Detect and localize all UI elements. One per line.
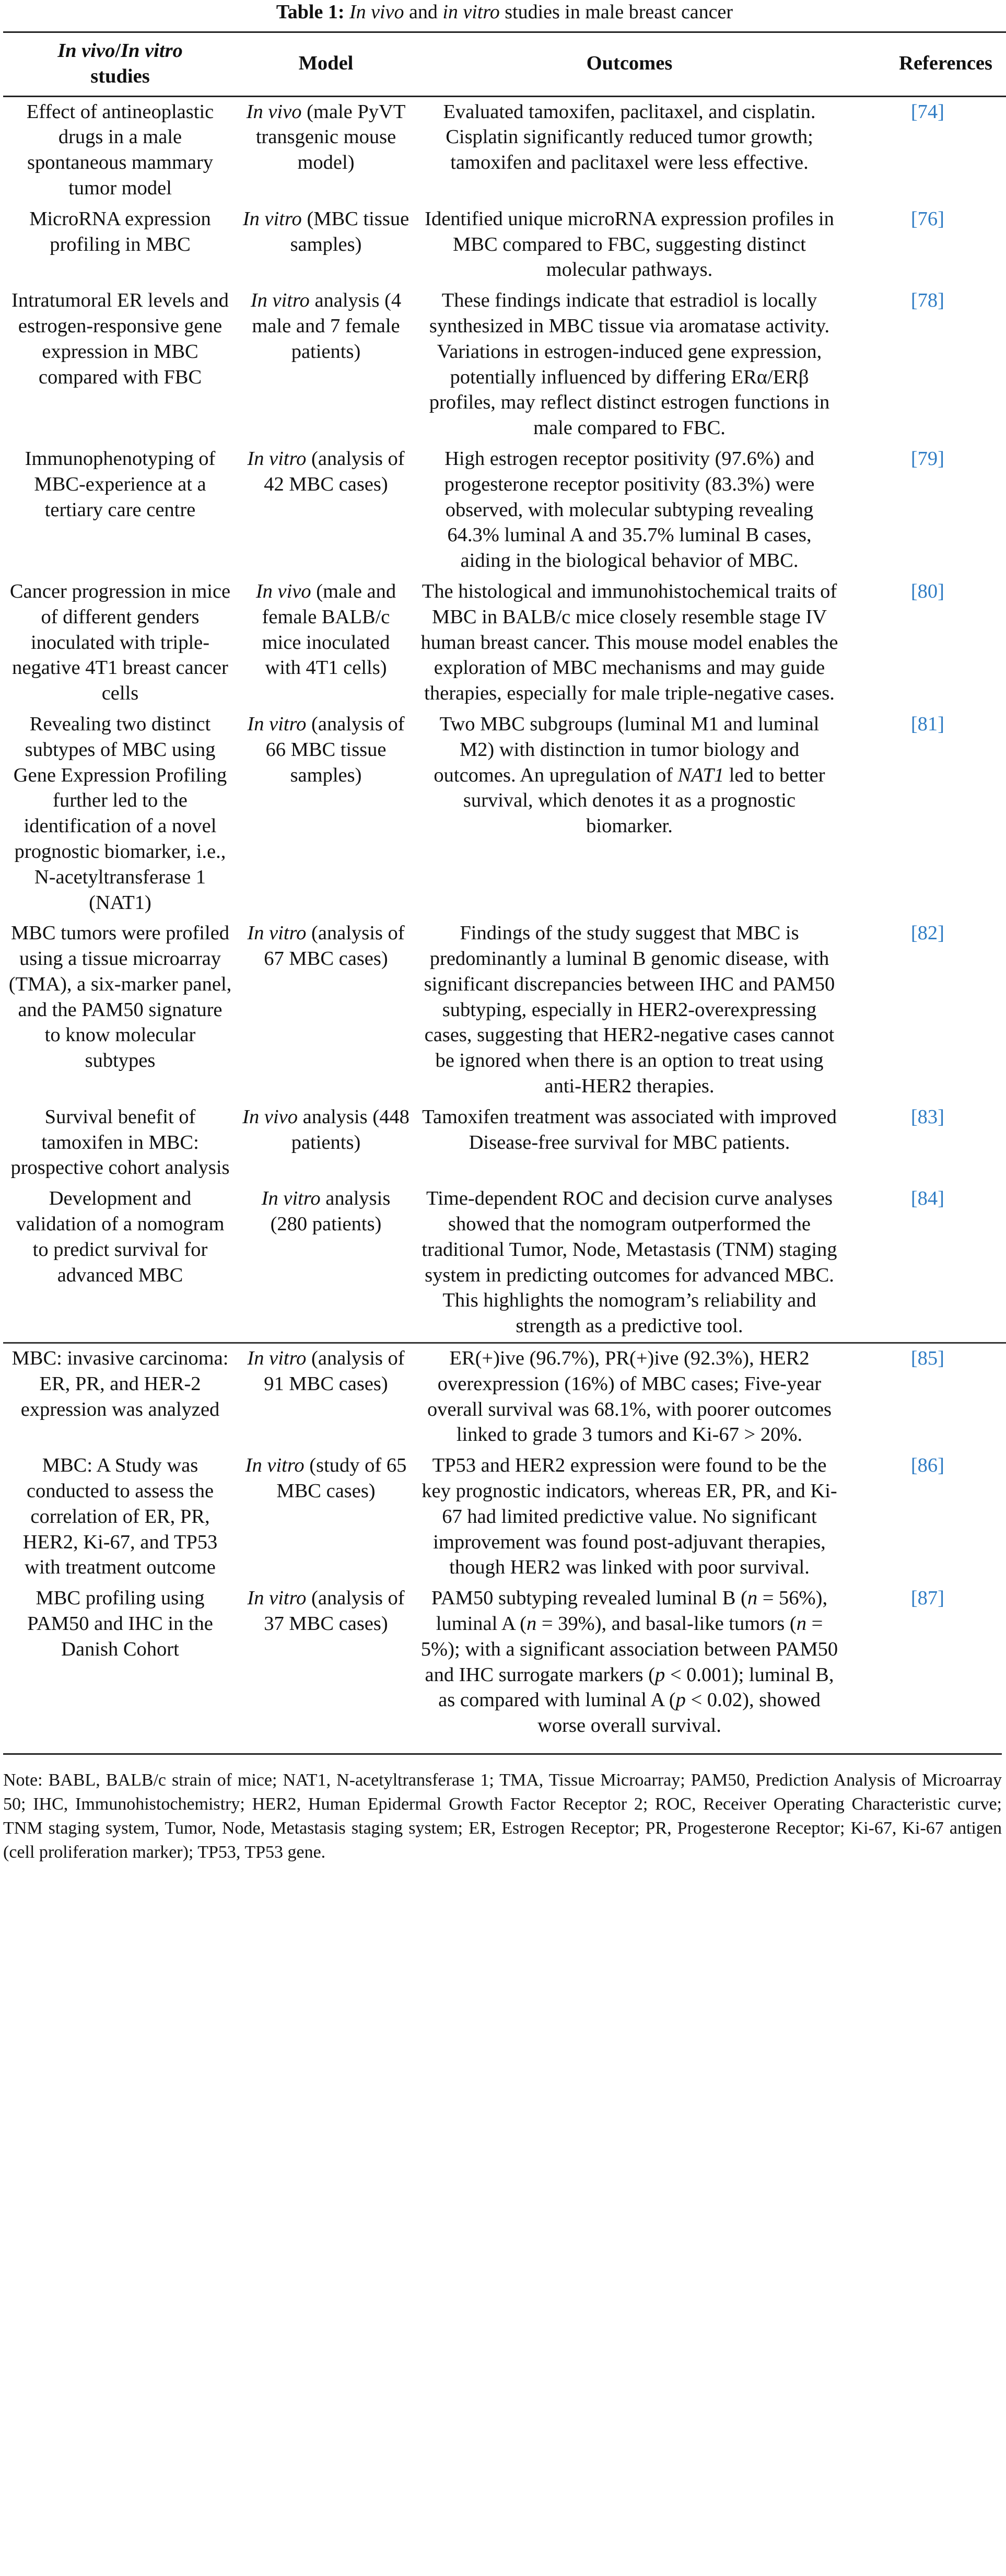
reference-link[interactable]: [85] [844,1343,1006,1451]
study-cell: Intratumoral ER levels and estrogen-responsive gene expression in MBC compared with FBC [11,289,229,388]
outcome-cell: Two MBC subgroups (luminal M1 and luminal M2) with distinction in tumor biology and outcomes. An upregulation of NAT1 led to better survival, which denotes it as a prognostic biomarker. [434,713,825,837]
table-row [3,444,1006,577]
outcome-cell: The histological and immunohistochemical traits of MBC in BALB/c mice closely resemble stage IV human breast cancer. This mouse model enables the exploration of MBC mechanisms and may guide therapies, especially for male triple-negative cases. [420,580,838,705]
table-header-row [3,32,1006,97]
table-row [3,1184,1006,1343]
model-cell: In vitro (analysis of 42 MBC cases) [247,447,405,495]
outcome-cell: ER(+)ive (96.7%), PR(+)ive (92.3%), HER2 overexpression (16%) of MBC cases; Five-year overall survival was 68.1%, with poorer outcomes linked to grade 3 tumors and Ki-67 > 20%. [415,1343,844,1451]
outcome-cell: TP53 and HER2 expression were found to be the key prognostic indicators, whereas ER, PR, and Ki-67 had limited predictive value. No significant improvement was found post-adjuvant therapies, though HER2 was linked with poor survival. [422,1454,837,1579]
study-cell: Cancer progression in mice of different genders inoculated with triple-negative 4T1 breast cancer cells [9,580,231,705]
study-cell: Revealing two distinct subtypes of MBC using Gene Expression Profiling further led to the identification of a novel prognostic biomarker, i.e., N-acetyltransferase 1 (NAT1) [13,713,227,914]
model-cell: In vivo analysis (448 patients) [242,1105,410,1153]
table-row [3,1583,1006,1742]
study-cell: Development and validation of a nomogram to predict survival for advanced MBC [16,1187,225,1286]
model-cell: In vitro analysis (4 male and 7 female patients) [250,289,402,363]
header-outcomes: Outcomes [415,32,844,97]
reference-link[interactable]: [76] [910,207,944,230]
model-cell: In vitro (analysis of 37 MBC cases) [247,1587,405,1635]
reference-link[interactable]: [82] [910,922,944,945]
outcome-cell: Findings of the study suggest that MBC is predominantly a luminal B genomic disease, with significant discrepancies between IHC and PAM50 subtyping, especially in HER2-overexpressing cases, suggesting that HER2-negative cases cannot be ignored when there is an option to treat using anti-HER2 therapies. [424,922,835,1098]
reference-link[interactable]: [83] [910,1105,944,1128]
study-cell: MBC profiling using PAM50 and IHC in the Danish Cohort [27,1587,213,1660]
model-cell: In vitro (MBC tissue samples) [242,207,410,255]
outcome-cell: Tamoxifen treatment was associated with improved Disease-free survival for MBC patients. [422,1105,837,1153]
table-row [3,286,1006,444]
study-cell: MBC tumors were profiled using a tissue microarray (TMA), a six-marker panel, and the PAM50 signature to know molecular subtypes [8,922,232,1072]
outcome-cell: Time-dependent ROC and decision curve analyses showed that the nomogram outperformed the traditional Tumor, Node, Metastasis (TNM) staging system in predicting outcomes for advanced MBC. This highlights the nomogram’s reliability and strength as a predictive tool. [422,1187,837,1337]
model-cell: In vitro (analysis of 91 MBC cases) [237,1343,415,1451]
model-cell: In vitro analysis (280 patients) [261,1187,391,1235]
outcome-cell: High estrogen receptor positivity (97.6%) and progesterone receptor positivity (83.3%) were observed, with molecular subtyping revealing 64.3% luminal A and 35.7% luminal B cases, aiding in the biological behavior of MBC. [444,447,815,572]
model-cell: In vivo (male and female BALB/c mice inoculated with 4T1 cells) [255,580,396,679]
outcome-cell: Evaluated tamoxifen, paclitaxel, and cisplatin. Cisplatin significantly reduced tumor growth; tamoxifen and paclitaxel were less effective. [443,100,816,174]
reference-link[interactable]: [79] [910,447,944,470]
caption-label: Table 1: [276,1,345,23]
table-row [3,709,1006,918]
model-cell: In vitro (study of 65 MBC cases) [245,1454,407,1502]
study-cell: Effect of antineoplastic drugs in a male spontaneous mammary tumor model [26,100,214,199]
reference-link[interactable]: [81] [910,713,944,735]
caption-and: and [404,1,443,23]
table-row [3,1451,1006,1583]
header-model: Model [237,32,415,97]
table-row [3,96,1006,204]
table-row [3,918,1006,1102]
header-references: References [844,32,1006,97]
table-row [3,204,1006,286]
model-cell: In vivo (male PyVT transgenic mouse model) [246,100,406,174]
reference-link[interactable]: [78] [910,289,944,312]
outcome-cell: PAM50 subtyping revealed luminal B (n = 56%), luminal A (n = 39%), and basal-like tumors (n = 5%); with a significant association between PAM50 and IHC surrogate markers (p < 0.001); luminal B, as compared with luminal A (p < 0.02), showed worse overall survival. [420,1587,838,1737]
study-cell: MBC: invasive carcinoma: ER, PR, and HER-2 expression was analyzed [3,1343,237,1451]
table-caption [3,0,1006,27]
model-cell: In vitro (analysis of 66 MBC tissue samples) [247,713,405,786]
model-cell: In vitro (analysis of 67 MBC cases) [247,922,405,970]
reference-link[interactable]: [84] [910,1187,944,1210]
study-cell: MBC: A Study was conducted to assess the correlation of ER, PR, HER2, Ki-67, and TP53 with treatment outcome [22,1454,218,1579]
reference-link[interactable]: [80] [910,580,944,602]
study-cell: Immunophenotyping of MBC-experience at a tertiary care centre [25,447,216,521]
study-cell: Survival benefit of tamoxifen in MBC: prospective cohort analysis [10,1105,230,1179]
caption-in-vivo: In vivo [349,1,404,23]
study-cell: MicroRNA expression profiling in MBC [29,207,211,255]
reference-link[interactable]: [74] [910,100,944,123]
outcome-cell: Identified unique microRNA expression profiles in MBC compared to FBC, suggesting distinct molecular pathways. [425,207,834,281]
table-row [3,1343,1006,1451]
table-row [3,1102,1006,1184]
header-studies: In vivo/In vitro studies [3,32,237,97]
outcome-cell: These findings indicate that estradiol is locally synthesized in MBC tissue via aromatase activity. Variations in estrogen-induced gene expression, potentially influenced by differing ERα/ERβ profiles, may reflect distinct estrogen functions in male compared to FBC. [429,289,830,439]
reference-link[interactable]: [87] [910,1587,944,1610]
caption-in-vitro: in vitro [442,1,500,23]
studies-table [3,31,1006,1742]
caption-rest: studies in male breast cancer [499,1,733,23]
table-row [3,577,1006,709]
reference-link[interactable]: [86] [910,1454,944,1477]
table-footnote: Note: BABL, BALB/c strain of mice; NAT1, N-acetyltransferase 1; TMA, Tissue Microarray; PAM50, Prediction Analysis of Microarray 50; IHC, Immunohistochemistry; HER2, Human Epidermal Growth Factor Receptor 2; ROC, Receiver Operating Characteristic curve; TNM staging system, Tumor, Node, Metastasis staging system; ER, Estrogen Receptor; PR, Progesterone Receptor; Ki-67, Ki-67 antigen (cell proliferation marker); TP53, TP53 gene. [3,1753,1002,1864]
